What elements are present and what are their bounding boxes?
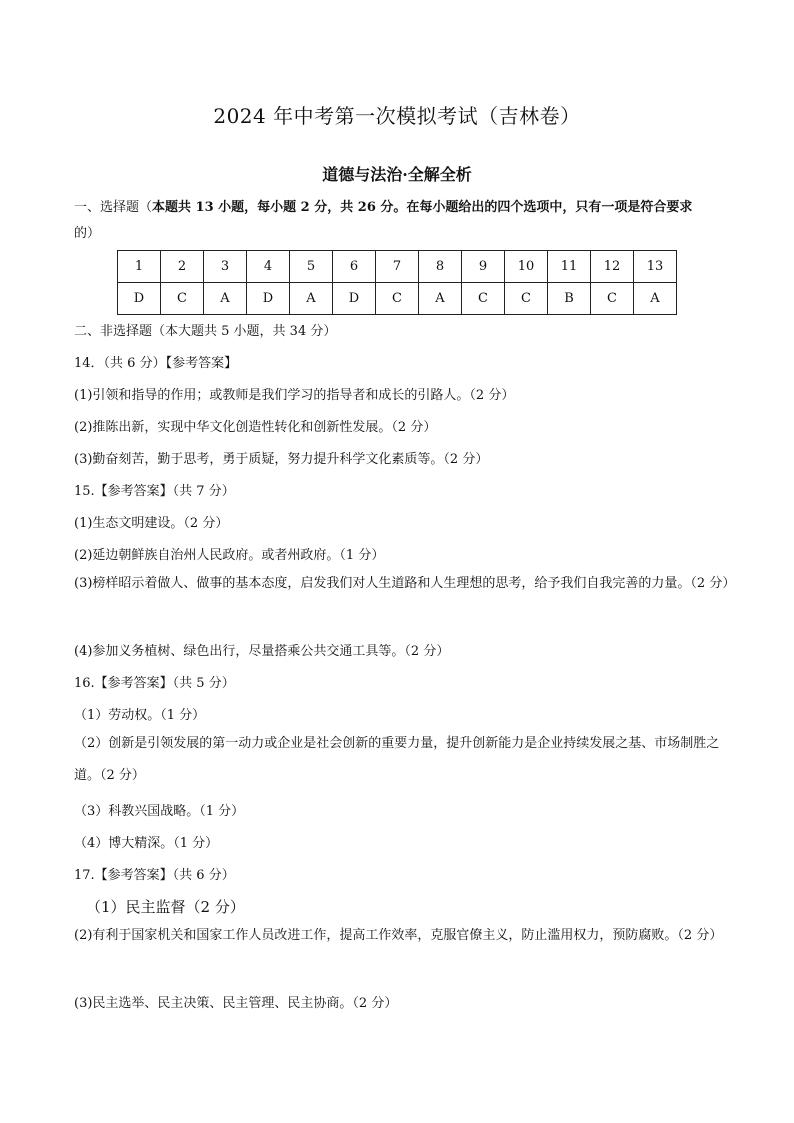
q16-answer-3: （3）科教兴国战略。（1 分）	[74, 804, 245, 819]
q16-answer-4: （4）博大精深。（1 分）	[74, 836, 219, 851]
question-number: 1	[118, 251, 161, 283]
question-number: 10	[505, 251, 548, 283]
question-number: 7	[376, 251, 419, 283]
q14-answer-3: (3)勤奋刻苦，勤于思考，勇于质疑，努力提升科学文化素质等。（2 分）	[74, 452, 489, 467]
question-number: 6	[333, 251, 376, 283]
question-number: 11	[548, 251, 591, 283]
q16-heading: 16.【参考答案】（共 5 分）	[74, 676, 235, 691]
section-1-heading-tail: 的）	[74, 226, 101, 241]
answer-letter: C	[505, 283, 548, 315]
page-title: 2024 年中考第一次模拟考试（吉林卷）	[213, 104, 581, 128]
question-number: 8	[419, 251, 462, 283]
question-number: 13	[634, 251, 677, 283]
question-number: 9	[462, 251, 505, 283]
answer-letter: A	[419, 283, 462, 315]
q15-answer-4: (4)参加义务植树、绿色出行，尽量搭乘公共交通工具等。（2 分）	[74, 644, 450, 659]
answer-table-answer-row	[118, 283, 677, 315]
page-subtitle: 道德与法治·全解全析	[322, 165, 472, 184]
question-number: 2	[161, 251, 204, 283]
answer-letter: C	[376, 283, 419, 315]
answer-letter: A	[634, 283, 677, 315]
q14-answer-1: (1)引领和指导的作用；或教师是我们学习的指导者和成长的引路人。（2 分）	[74, 388, 515, 403]
answer-letter: C	[591, 283, 634, 315]
q15-answer-2: (2)延边朝鲜族自治州人民政府。或者州政府。（1 分）	[74, 548, 385, 563]
answer-letter: C	[161, 283, 204, 315]
section-1-heading-prefix: 一、选择题（	[74, 200, 153, 215]
q15-answer-3: (3)榜样昭示着做人、做事的基本态度，启发我们对人生道路和人生理想的思考，给予我们自我完善的力量。（2 分）	[74, 576, 736, 591]
answer-letter: D	[247, 283, 290, 315]
q16-answer-1: （1）劳动权。（1 分）	[74, 708, 206, 723]
section-1-heading-bold: 本题共 13 小题，每小题 2 分，共 26 分。在每小题给出的四个选项中，只有一项是符合要求	[152, 200, 693, 215]
q14-answer-2: (2)推陈出新，实现中华文化创造性转化和创新性发展。（2 分）	[74, 420, 437, 435]
q15-answer-1: (1)生态文明建设。（2 分）	[74, 516, 229, 531]
q17-answer-3: (3)民主选举、民主决策、民主管理、民主协商。（2 分）	[74, 996, 398, 1011]
section-1-heading	[74, 195, 728, 247]
answer-letter: D	[333, 283, 376, 315]
q17-answer-1: （1）民主监督（2 分）	[86, 898, 245, 916]
answer-table	[117, 250, 677, 315]
q16-answer-2: （2）创新是引领发展的第一动力或企业是社会创新的重要力量，提升创新能力是企业持续发展之基、市场制胜之道。（2 分）	[74, 736, 720, 783]
section-2-heading: 二、非选择题（本大题共 5 小题，共 34 分）	[74, 324, 337, 339]
answer-letter: A	[204, 283, 247, 315]
q17-heading: 17.【参考答案】（共 6 分）	[74, 868, 235, 883]
question-number: 12	[591, 251, 634, 283]
q15-heading: 15.【参考答案】（共 7 分）	[74, 484, 235, 499]
question-number: 4	[247, 251, 290, 283]
answer-letter: D	[118, 283, 161, 315]
question-number: 5	[290, 251, 333, 283]
answer-letter: C	[462, 283, 505, 315]
answer-letter: B	[548, 283, 591, 315]
question-number: 3	[204, 251, 247, 283]
q14-heading: 14．（共 6 分）【参考答案】	[74, 356, 238, 371]
q17-answer-2: (2)有利于国家机关和国家工作人员改进工作，提高工作效率，克服官僚主义，防止滥用权力，预防腐败。（2 分）	[74, 928, 723, 943]
answer-letter: A	[290, 283, 333, 315]
answer-table-number-row	[118, 251, 677, 283]
